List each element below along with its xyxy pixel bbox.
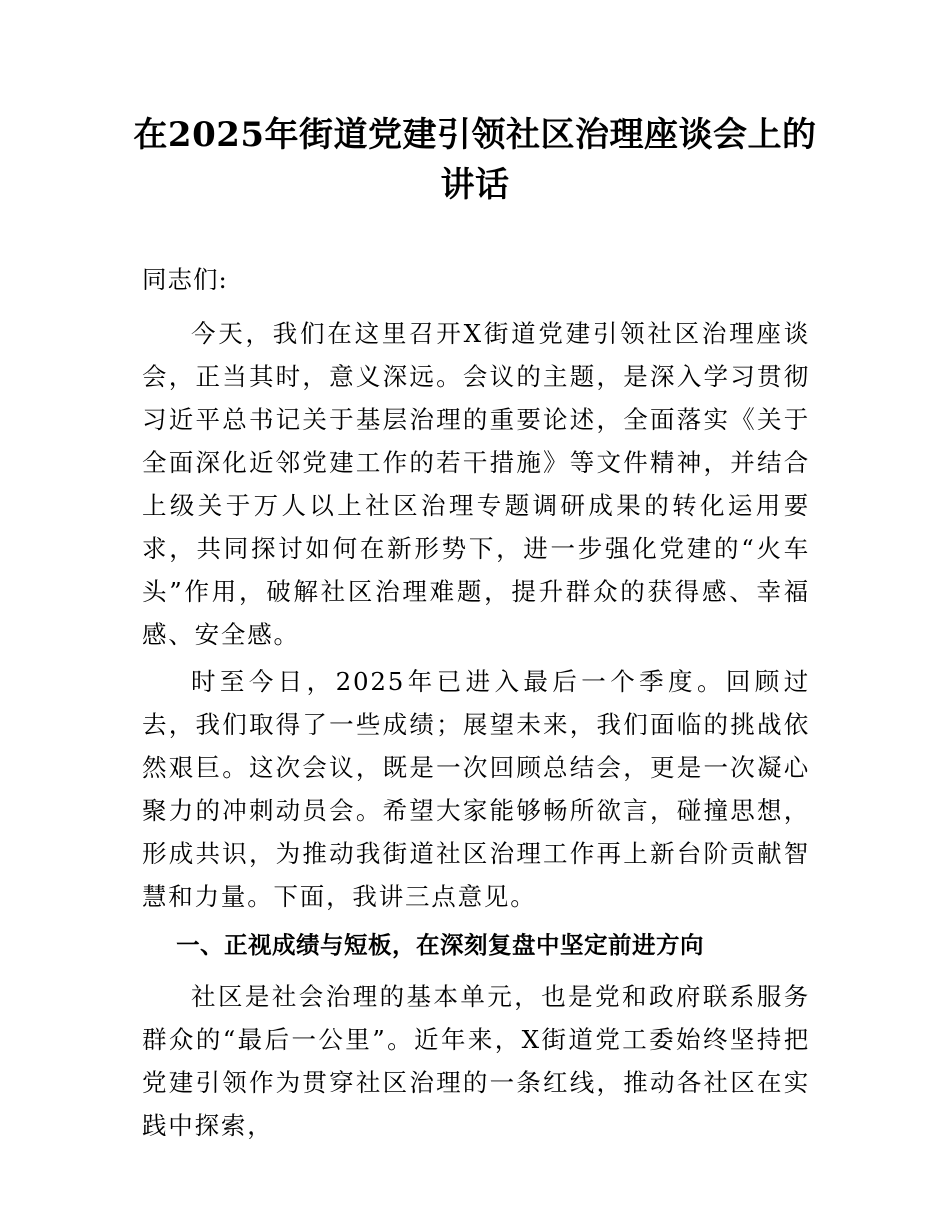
paragraph-section-1: 社区是社会治理的基本单元，也是党和政府联系服务群众的“最后一公里”。近年来，X街道党工委始终坚持把党建引领作为贯穿社区治理的一条红线，推动各社区在实践中探索，: [142, 982, 810, 1140]
document-body: [142, 258, 810, 1151]
title-line-2: 讲话: [440, 165, 510, 205]
section-heading-1: 一、正视成绩与短板，在深刻复盘中坚定前进方向: [176, 931, 705, 959]
title-line-1: 在2025年街道党建引领社区治理座谈会上的: [133, 115, 817, 155]
paragraph-review: 时至今日，2025年已进入最后一个季度。回顾过去，我们取得了一些成绩；展望未来，我们面临的挑战依然艰巨。这次会议，既是一次回顾总结会，更是一次凝心聚力的冲刺动员会。希望大家能够畅所欲言，碰撞思想，形成共识，为推动我街道社区治理工作再上新台阶贡献智慧和力量。下面，我讲三点意见。: [142, 667, 810, 911]
salutation: 同志们:: [142, 265, 228, 294]
document-title: [130, 110, 820, 210]
paragraph-intro: 今天，我们在这里召开X街道党建引领社区治理座谈会，正当其时，意义深远。会议的主题，是深入学习贯彻习近平总书记关于基层治理的重要论述，全面落实《关于全面深化近邻党建工作的若干措施》等文件精神，并结合上级关于万人以上社区治理专题调研成果的转化运用要求，共同探讨如何在新形势下，进一步强化党建的“火车头”作用，破解社区治理难题，提升群众的获得感、幸福感、安全感。: [142, 319, 810, 649]
